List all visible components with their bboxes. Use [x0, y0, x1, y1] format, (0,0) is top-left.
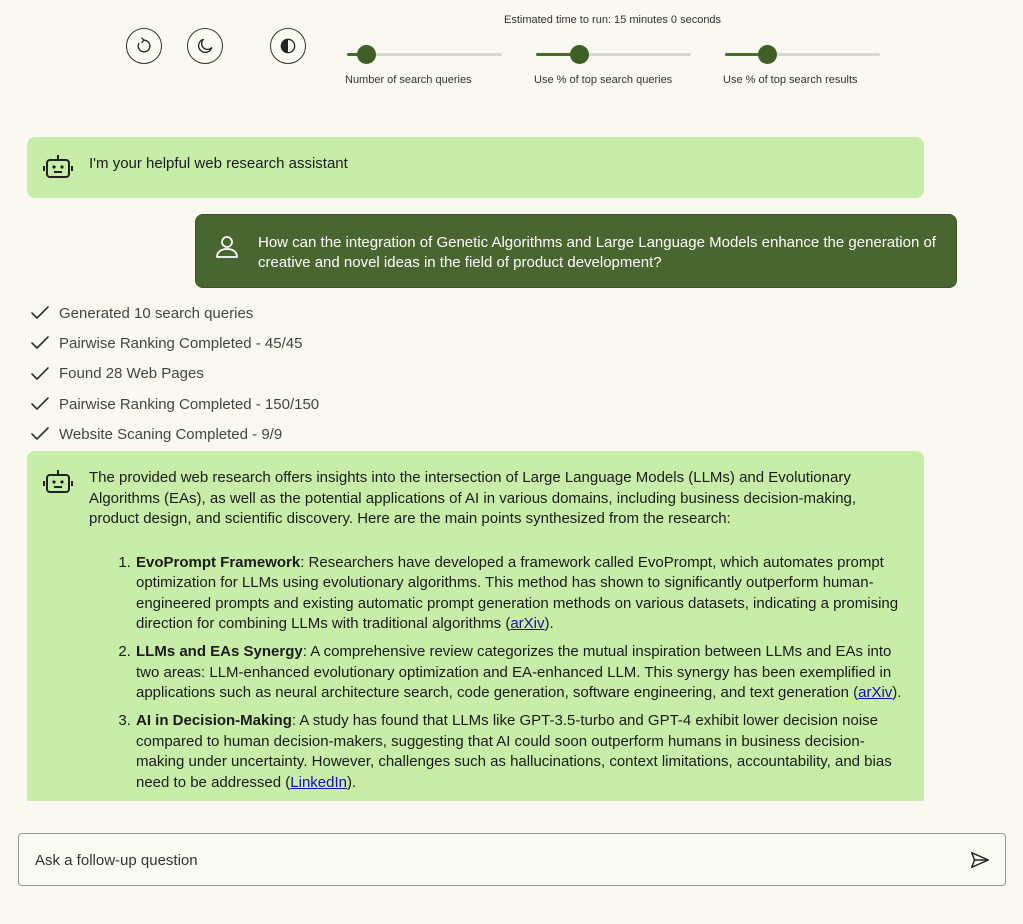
status-item [30, 389, 319, 419]
follow-up-input-box [18, 833, 1006, 886]
estimated-time: Estimated time to run: 15 minutes 0 seconds [504, 14, 722, 26]
source-link[interactable]: arXiv [858, 684, 893, 701]
source-link[interactable]: arXiv [510, 615, 545, 632]
slider-label-top-results: Use % of top search results [723, 74, 858, 86]
answer-point-text: : Researchers have developed a framework called EvoPrompt, which automates prompt optimization for LLMs using evolutionary algorithms. This method has shown to significantly outperform human-engineered prompts and existing automatic prompt generation methods on various datasets, indicating a promising direction for combining LLMs with traditional algorithms ( [136, 553, 899, 632]
status-text: Pairwise Ranking Completed - 45/45 [59, 334, 303, 352]
answer-point-text: : A comprehensive review categorizes the mutual inspiration between LLMs and EAs into two areas: LLM-enhanced evolutionary optimization and EA-enhanced LLM. This synergy has been exemplified in applications such as neural architecture search, code generation, software engineering, and text generation ( [136, 643, 892, 701]
check-icon [30, 303, 50, 323]
status-text: Pairwise Ranking Completed - 150/150 [59, 395, 320, 413]
status-text: Website Scaning Completed - 9/9 [59, 425, 283, 443]
source-link[interactable]: LinkedIn [290, 773, 347, 791]
contrast-icon [278, 36, 298, 56]
refresh-button[interactable] [126, 28, 162, 64]
robot-icon [43, 152, 73, 182]
slider-label-search-queries: Number of search queries [345, 74, 472, 86]
check-icon [30, 424, 50, 444]
status-item [30, 359, 319, 389]
progress-status-list [30, 298, 319, 449]
check-icon [30, 333, 50, 353]
user-icon [214, 234, 240, 260]
answer-points-list [89, 553, 904, 794]
assistant-answer [27, 451, 924, 801]
contrast-button[interactable] [270, 28, 306, 64]
status-item [30, 298, 319, 328]
answer-point [135, 711, 904, 793]
slider-thumb[interactable] [570, 45, 589, 64]
slider-top-queries[interactable] [536, 44, 691, 64]
answer-point-title: AI in Decision-Making [136, 712, 292, 729]
answer-point-title: LLMs and EAs Synergy [136, 643, 303, 660]
answer-point-end: ). [347, 773, 357, 791]
slider-thumb[interactable] [357, 45, 376, 64]
answer-intro: The provided web research offers insights into the intersection of Large Language Models (LLMs) and Evolutionary Algorithms (EAs), as well as the potential applications of AI in various domains, including business decision-making, product design, and scientific discovery. Here are the main points synthesized from the research: [89, 469, 857, 527]
slider-top-results[interactable] [725, 44, 880, 64]
slider-search-queries[interactable] [347, 44, 502, 64]
dark-mode-button[interactable] [187, 28, 223, 64]
answer-point-end: ). [544, 615, 554, 632]
status-text: Generated 10 search queries [59, 304, 254, 322]
slider-label-top-queries: Use % of top search queries [534, 74, 673, 86]
answer-point-end: ). [892, 684, 902, 701]
answer-point [135, 553, 904, 635]
refresh-icon [134, 36, 154, 56]
status-text: Found 28 Web Pages [59, 365, 204, 383]
slider-thumb[interactable] [758, 45, 777, 64]
status-item [30, 328, 319, 358]
answer-point-text: : A study has found that LLMs like GPT-3.5-turbo and GPT-4 exhibit lower decision noise compared to human decision-makers, suggesting that AI could soon outperform humans in business decision-making under uncertainty. However, challenges such as hallucinations, context limitations, accountability, and bias need to be addressed ( [136, 712, 892, 791]
moon-icon [195, 36, 215, 56]
user-message [195, 214, 957, 288]
send-icon[interactable] [969, 849, 991, 871]
robot-icon [43, 467, 73, 497]
check-icon [30, 364, 50, 384]
assistant-message [27, 137, 924, 198]
follow-up-input[interactable] [33, 834, 957, 887]
user-question-text: How can the integration of Genetic Algorithms and Large Language Models enhance the generation of creative and novel ideas in the field of product development? [258, 234, 936, 271]
status-item [30, 419, 319, 449]
answer-point-title: EvoPrompt Framework [136, 553, 301, 571]
check-icon [30, 394, 50, 414]
answer-point [135, 642, 904, 704]
greeting-text: I'm your helpful web research assistant [89, 155, 348, 172]
